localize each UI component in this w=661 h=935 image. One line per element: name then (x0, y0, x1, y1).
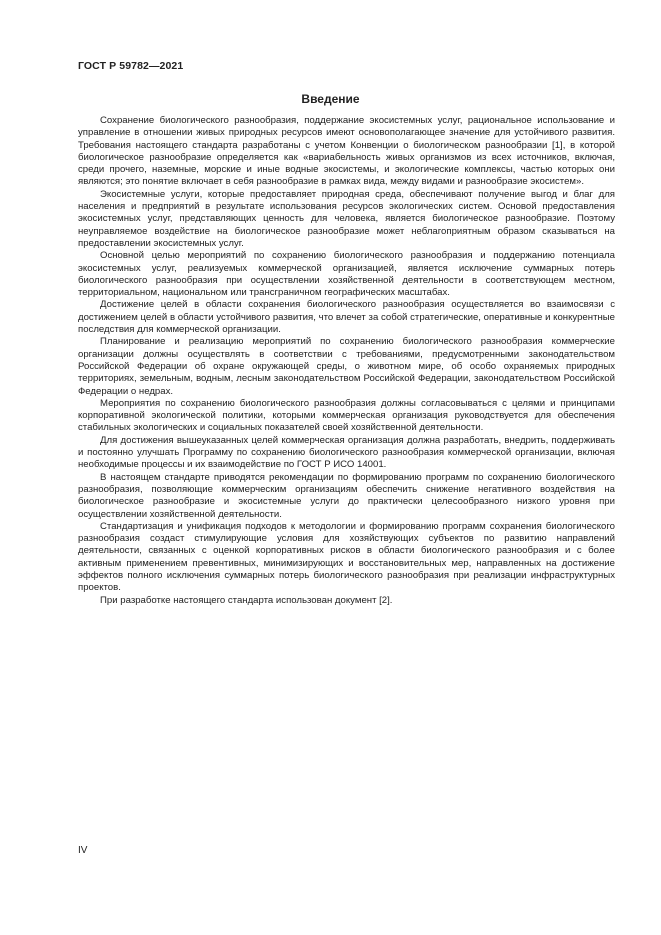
section-title: Введение (301, 92, 360, 106)
paragraph: Стандартизация и унификация подходов к методологии и формированию программ сохранения биологического разнообразия создаст стимулирующие условия для хозяйствующих субъектов по развитию направлений деятельности, связанных с оценкой корпоративных рисков в области биологического разнообразия и с более активным применением превентивных, минимизирующих и восстановительных мер, направленных на достижение эффектов полного исключения суммарных потерь биологического разнообразия при реализации инфраструктурных проектов. (78, 520, 615, 594)
paragraph: Для достижения вышеуказанных целей коммерческая организация должна разработать, внедрить, поддерживать и постоянно улучшать Программу по сохранению биологического разнообразия коммерческой организации, включая необходимые процессы и их взаимодействие по ГОСТ Р ИСО 14001. (78, 434, 615, 471)
paragraph: Основной целью мероприятий по сохранению биологического разнообразия и поддержанию потенциала экосистемных услуг, реализуемых коммерческой организацией, является исключение суммарных потерь биологического разнообразия при осуществлении хозяйственной деятельности в соответствующем местном, территориальном, национальном или трансграничном географических масштабах. (78, 250, 615, 299)
paragraph: Планирование и реализацию мероприятий по сохранению биологического разнообразия коммерческие организации должны осуществлять в соответствии с требованиями, предусмотренными законодательством Российской Федерации об охране окружающей среды, о животном мире, об особо охраняемых природных территориях, земельным, водным, лесным законодательством Российской Федерации, законодательством Российской Федерации о недрах. (78, 336, 615, 397)
paragraph: Достижение целей в области сохранения биологического разнообразия осуществляется во взаимосвязи с достижением целей в области устойчивого развития, что влечет за собой стратегические, оперативные и конкурентные последствия для коммерческой организации. (78, 299, 615, 336)
body-text (78, 115, 615, 607)
paragraph: Экосистемные услуги, которые предоставляет природная среда, обеспечивают получение выгод и благ для населения и предприятий в результате использования ресурсов экологических систем. Основой предоставления экосистемных услуг, представляющих ценность для человека, является биологическое разнообразие. Поэтому неуправляемое воздействие на биологическое разнообразие может неблагоприятным образом сказываться на предоставлении экосистемных услуг. (78, 188, 615, 249)
standard-code: ГОСТ Р 59782—2021 (78, 60, 184, 72)
paragraph: Сохранение биологического разнообразия, поддержание экосистемных услуг, рациональное использование и управление в отношении живых природных ресурсов имеют основополагающее значение для устойчивого развития. Требования настоящего стандарта разработаны с учетом Конвенции о биологическом разнообразии [1], в которой биологическое разнообразие определяется как «вариабельность живых организмов из всех источников, включая, среди прочего, наземные, морские и иные водные экосистемы, и экологические комплексы, частью которых они являются; это понятие включает в себя разнообразие в рамках вида, между видами и разнообразие экосистем». (78, 115, 615, 188)
paragraph: При разработке настоящего стандарта использован документ [2]. (100, 594, 393, 606)
paragraph: Мероприятия по сохранению биологического разнообразия должны согласовываться с целями и принципами корпоративной экологической политики, которыми коммерческая организация руководствуется для обеспечения стабильных экологических и социальных показателей своей хозяйственной деятельности. (78, 397, 615, 434)
paragraph: В настоящем стандарте приводятся рекомендации по формированию программ по сохранению биологического разнообразия, позволяющие коммерческим организациям обеспечить снижение негативного воздействия на биологическое разнообразие и экосистемные услуги до практически целесообразного низкого уровня при осуществлении хозяйственной деятельности. (78, 471, 615, 520)
page-number: IV (78, 845, 88, 856)
